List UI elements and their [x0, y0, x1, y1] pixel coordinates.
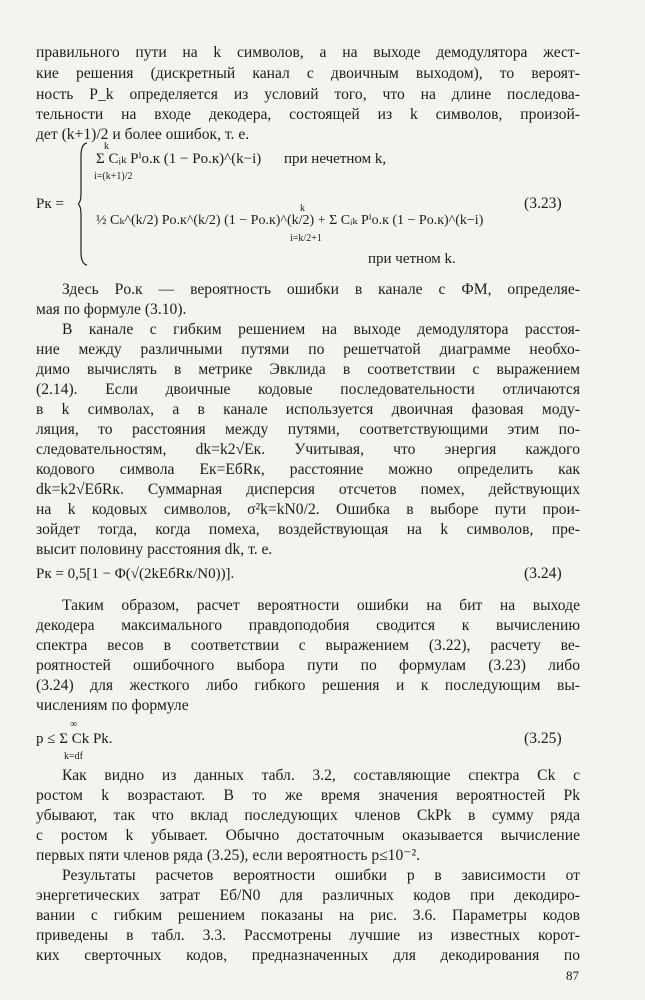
equation-number: (3.24)	[524, 565, 562, 582]
eq-lhs: Pк =	[36, 196, 64, 212]
page-number: 87	[566, 968, 579, 983]
text-line: убывают, так что вклад последующих членов CkPk в сумму ряда	[36, 807, 580, 824]
text-line: димо вычислять в метрике Эвклида в соответствии с выражением	[36, 361, 580, 378]
equation-number: (3.25)	[524, 730, 562, 747]
text-line: Как видно из данных табл. 3.2, составляющие спектра Ck с	[62, 767, 580, 784]
text-line: приведены в табл. 3.3. Рассмотрены лучшие из известных корот-	[36, 927, 580, 944]
sum-upper-limit: ∞	[70, 719, 78, 730]
left-brace-icon	[78, 142, 88, 266]
text-line: числениям по формуле	[36, 697, 189, 714]
text-line: первых пяти членов ряда (3.25), если вероятность p≤10⁻².	[36, 847, 421, 864]
text-line: (3.24) для жесткого либо гибкого решения и к последующим вы-	[36, 677, 580, 694]
text-line: Результаты расчетов вероятности ошибки p в зависимости от	[62, 867, 580, 884]
sum-lower-limit: i=(k+1)/2	[94, 171, 133, 182]
text-line: вании с гибким решением показаны на рис. 3.6. Параметры кодов	[36, 907, 580, 924]
equation-number: (3.23)	[524, 195, 562, 212]
text-line: декодера максимального правдоподобия сводится к вычислению	[36, 617, 580, 634]
text-line: ляция, то расстояния между путями, соответствующими этим по-	[36, 421, 580, 438]
text-line: Таким образом, расчет вероятности ошибки на бит на выходе	[62, 597, 580, 614]
sum-upper-limit: k	[300, 203, 305, 214]
text-line: В канале с гибким решением на выходе демодулятора расстоя-	[62, 321, 580, 338]
sum-lower-limit: i=k/2+1	[290, 233, 322, 244]
text-line: кие решения (дискретный канал с двоичным выходом), то вероят-	[36, 65, 580, 82]
text-line: дет (k+1)/2 и более ошибок, т. е.	[36, 126, 250, 143]
text-line: тельности на входе декодера, состоящей из k символов, произой-	[36, 106, 580, 123]
equation-3-25: p ≤ Σ Ck Pk.	[36, 731, 113, 747]
text-line: высит половину расстояния dk, т. е.	[36, 541, 273, 558]
text-line: спектра весов в соответствии с выражением (3.22), расчету ве-	[36, 637, 580, 654]
text-line: роятностей ошибочного выбора пути по формулам (3.23) либо	[36, 657, 580, 674]
text-line: (2.14). Если двоичные кодовые последовательности отличаются	[36, 381, 580, 398]
text-line: в k символах, а в канале используется двоичная фазовая моду-	[36, 401, 580, 418]
sum-upper-limit: k	[104, 141, 109, 152]
condition-odd: при нечетном k,	[284, 151, 387, 167]
text-line: Здесь Pо.к — вероятность ошибки в канале с ФМ, определяе-	[62, 281, 580, 298]
text-line: зойдет тогда, когда помеха, воздействующая на k символов, пре-	[36, 521, 580, 538]
text-line: dk=k2√EбRк. Суммарная дисперсия отсчетов помех, действующих	[36, 481, 580, 498]
text-line: кодового символа Eк=EбRк, расстояние можно определить как	[36, 461, 580, 478]
condition-even: при четном k.	[368, 251, 456, 267]
text-line: энергетических затрат Eб/N0 для различных кодов при декодиро-	[36, 887, 580, 904]
sum-lower-limit: k=df	[64, 751, 83, 762]
case-even-formula: ½ Cₖ^(k/2) Pо.к^(k/2) (1 − Pо.к)^(k/2) + Σ Cᵢₖ Pⁱо.к (1 − Pо.к)^(k−i)	[96, 213, 484, 228]
case-odd-formula: Σ Cᵢₖ Pⁱо.к (1 − Pо.к)^(k−i)	[96, 151, 262, 167]
text-line: правильного пути на k символов, а на выходе демодулятора жест-	[36, 44, 580, 61]
text-line: с ростом k убывает. Обычно достаточным оказывается вычисление	[36, 827, 580, 844]
equation-3-24: Pк = 0,5[1 − Φ(√(2kEбRк/N0))].	[36, 566, 235, 582]
text-line: на k кодовых символов, σ²k=kN0/2. Ошибка в выборе пути прои-	[36, 501, 580, 518]
text-line: ние между различными путями по решетчатой диаграмме необхо-	[36, 341, 580, 358]
text-line: мая по формуле (3.10).	[36, 301, 187, 318]
text-line: ких сверточных кодов, предназначенных для декодирования по	[36, 947, 580, 964]
text-line: следовательностям, dk=k2√Eк. Учитывая, что энергия каждого	[36, 441, 580, 458]
text-line: ность P_k определяется из условий того, что на длине последова-	[36, 86, 580, 103]
text-line: ростом k возрастают. В то же время значения вероятностей Pk	[36, 787, 580, 804]
